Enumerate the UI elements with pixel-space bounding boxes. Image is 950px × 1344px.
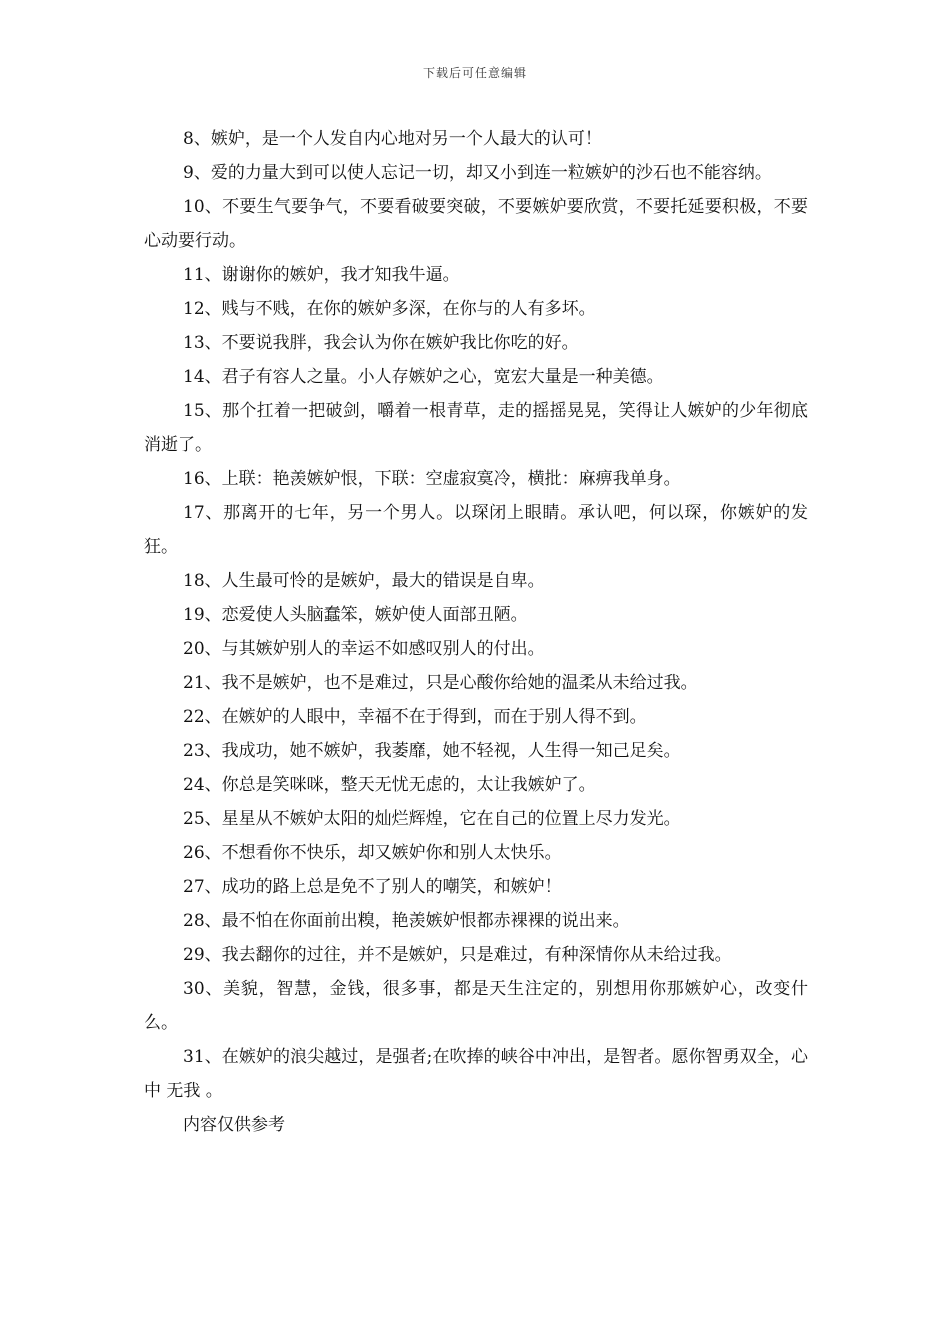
paragraph-12: 12、贱与不贱，在你的嫉妒多深，在你与的人有多坏。: [183, 299, 596, 319]
paragraph-8: 8、嫉妒，是一个人发自内心地对另一个人最大的认可！: [183, 129, 602, 149]
paragraph-10: 10、不要生气要争气，不要看破要突破，不要嫉妒要欣赏，不要托延要积极，不要心动要行动。: [144, 197, 808, 251]
paragraph-16: 16、上联：艳羡嫉妒恨，下联：空虚寂寞冷，横批：麻痹我单身。: [183, 469, 681, 489]
paragraph-19: 19、恋爱使人头脑蠢笨，嫉妒使人面部丑陋。: [183, 605, 528, 625]
paragraph-28: 28、最不怕在你面前出糗，艳羡嫉妒恨都赤裸裸的说出来。: [183, 911, 630, 931]
document-body: [144, 122, 808, 1142]
paragraph-22: 22、在嫉妒的人眼中，幸福不在于得到，而在于别人得不到。: [183, 707, 647, 727]
paragraph-21: 21、我不是嫉妒，也不是难过，只是心酸你给她的温柔从未给过我。: [183, 673, 698, 693]
paragraph-23: 23、我成功，她不嫉妒，我萎靡，她不轻视，人生得一知己足矣。: [183, 741, 681, 761]
paragraph-17: 17、那离开的七年，另一个男人。以琛闭上眼睛。承认吧，何以琛，你嫉妒的发狂。: [144, 503, 808, 557]
paragraph-27: 27、成功的路上总是免不了别人的嘲笑，和嫉妒！: [183, 877, 562, 897]
paragraph-13: 13、不要说我胖，我会认为你在嫉妒我比你吃的好。: [183, 333, 579, 353]
paragraph-30: 30、美貌，智慧，金钱，很多事，都是天生注定的，别想用你那嫉妒心，改变什么。: [144, 979, 808, 1033]
paragraph-31: 31、在嫉妒的浪尖越过，是强者;在吹捧的峡谷中冲出，是智者。愿你智勇双全，心中 无我 。: [144, 1047, 808, 1101]
paragraph-25: 25、星星从不嫉妒太阳的灿烂辉煌，它在自己的位置上尽力发光。: [183, 809, 681, 829]
footer-note: 内容仅供参考: [183, 1115, 285, 1135]
paragraph-26: 26、不想看你不快乐，却又嫉妒你和别人太快乐。: [183, 843, 562, 863]
paragraph-24: 24、你总是笑咪咪，整天无忧无虑的，太让我嫉妒了。: [183, 775, 596, 795]
paragraph-14: 14、君子有容人之量。小人存嫉妒之心，宽宏大量是一种美德。: [183, 367, 664, 387]
paragraph-29: 29、我去翻你的过往，并不是嫉妒，只是难过，有种深情你从未给过我。: [183, 945, 732, 965]
paragraph-15: 15、那个扛着一把破剑，嚼着一根青草，走的摇摇晃晃，笑得让人嫉妒的少年彻底消逝了。: [144, 401, 808, 455]
paragraph-9: 9、爱的力量大到可以使人忘记一切，却又小到连一粒嫉妒的沙石也不能容纳。: [183, 163, 772, 183]
page-header: 下载后可任意编辑: [422, 66, 527, 80]
paragraph-20: 20、与其嫉妒别人的幸运不如感叹别人的付出。: [183, 639, 545, 659]
paragraph-11: 11、谢谢你的嫉妒，我才知我牛逼。: [183, 265, 460, 285]
paragraph-18: 18、人生最可怜的是嫉妒，最大的错误是自卑。: [183, 571, 545, 591]
